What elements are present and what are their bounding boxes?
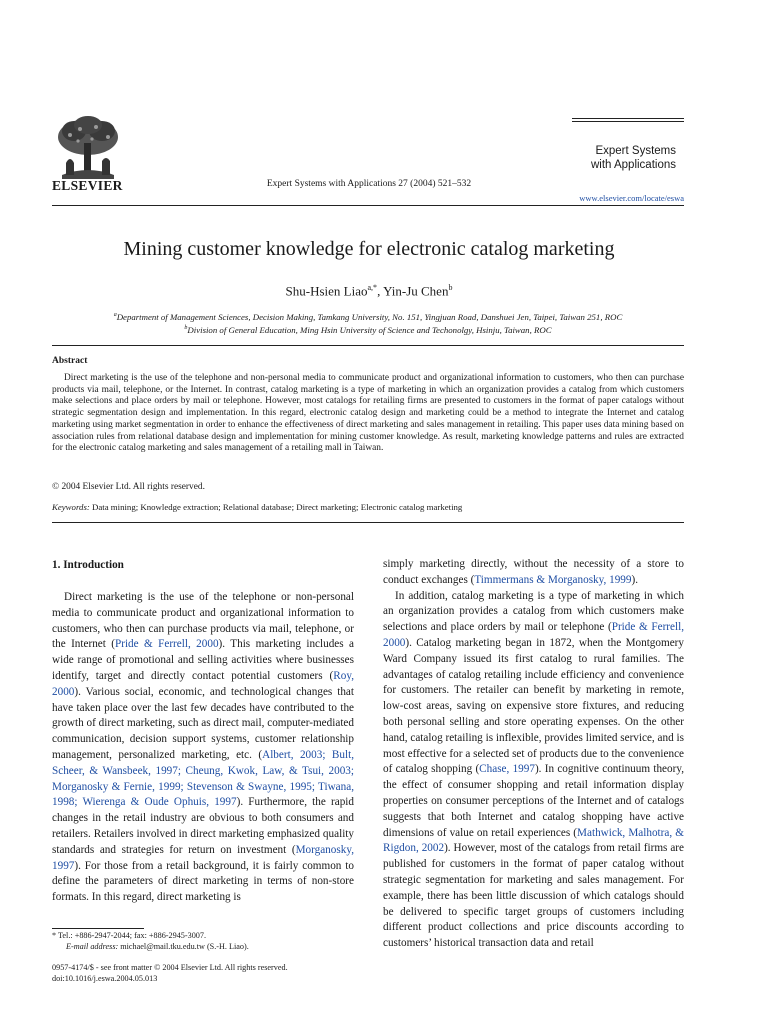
elsevier-tree-logo bbox=[52, 115, 124, 183]
keywords-label: Keywords: bbox=[52, 502, 90, 512]
paragraph bbox=[383, 589, 684, 952]
section-heading: 1. Introduction bbox=[52, 559, 124, 571]
keywords-list: Data mining; Knowledge extraction; Relational database; Direct marketing; Electronic catalog marketing bbox=[89, 502, 463, 512]
author-name: Shu-Hsien Liao bbox=[285, 283, 368, 299]
doi-line: doi:10.1016/j.eswa.2004.05.013 bbox=[52, 974, 158, 983]
author-name: Yin-Ju Chen bbox=[383, 283, 449, 299]
footnote-contact: * Tel.: +886-2947-2044; fax: +886-2945-3007. bbox=[52, 931, 207, 940]
body-text: In addition, catalog marketing is a type of marketing in which an organization provides a catalog from which customers make selections and place orders by mail or telephone ( bbox=[383, 589, 684, 634]
header-divider bbox=[52, 205, 684, 206]
abstract-copyright: © 2004 Elsevier Ltd. All rights reserved. bbox=[52, 482, 205, 492]
citation-link[interactable]: Pride & Ferrell, 2000 bbox=[115, 638, 219, 651]
journal-brand-line2: with Applications bbox=[590, 159, 676, 171]
affil-mark: a bbox=[113, 312, 117, 318]
journal-brand bbox=[560, 144, 676, 172]
issn-line: 0957-4174/$ - see front matter © 2004 Elsevier Ltd. All rights reserved. bbox=[52, 963, 288, 972]
affiliation-b bbox=[52, 323, 684, 336]
citation-link[interactable]: Albert, 2003; Bult, Scheer, & Wansbeek, 1997; Cheung, Kwok, Law, & Tsui, 2003; Morganosky & Fernie, 1999; Stevenson & Swayne, 1995; Tiwana, 1998; Wierenga & Oude Ophuis, 1997 bbox=[52, 748, 354, 809]
keywords bbox=[52, 502, 462, 512]
citation-link[interactable]: Chase, 1997 bbox=[479, 763, 535, 776]
citation-link[interactable]: Morganosky, 1997 bbox=[52, 843, 354, 872]
journal-url-link[interactable]: www.elsevier.com/locate/eswa bbox=[579, 193, 684, 203]
brand-rule bbox=[572, 121, 684, 122]
affiliations bbox=[52, 310, 684, 337]
abstract-text: Direct marketing is the use of the telephone and non-personal media to communicate product and organizational information to customers, who then can purchase products via mail, telephone, or the Internet. In contrast, catalog marketing is a type of marketing in which an organization provides a catalog from which customers make selections and place orders by mail or telephone. However, most catalogs for retailing firms are presented to customers in the format of paper catalogs without strategic segmentation design and implementation. In this regard, electronic catalog design and marketing could be a method to integrate the Internet and catalog marketing using market segmentation in order to enhance the effectiveness of direct marketing and sales management in retailing. This paper uses data mining based on association rules from relational database design and implementation for mining customer knowledge. As result, marketing knowledge patterns and rules are extracted for the electronic catalog marketing and sales management of a retailing mall in Taiwan. bbox=[52, 373, 684, 454]
journal-brand-line1: Expert Systems bbox=[595, 145, 676, 157]
paper-title: Mining customer knowledge for electronic catalog marketing bbox=[123, 238, 615, 260]
body-text: ). Furthermore, the rapid changes in the retail industry are obvious to both consumers and retailers. Retailers involved in direct marketing emphasized quality standards and strategies for return on investment ( bbox=[52, 796, 354, 856]
abstract-top-divider bbox=[52, 345, 684, 346]
brand-rule bbox=[572, 118, 684, 119]
author-affil-mark: b bbox=[448, 283, 453, 292]
affil-mark: b bbox=[184, 325, 188, 332]
footnote-divider bbox=[52, 928, 144, 929]
abstract-heading: Abstract bbox=[52, 356, 88, 366]
body-text: simply marketing directly, without the necessity of a store to conduct exchanges ( bbox=[383, 558, 684, 586]
affiliation-a bbox=[52, 310, 684, 323]
right-column bbox=[383, 557, 684, 952]
body-text: ). bbox=[631, 573, 639, 586]
body-text: ). Various social, economic, and technological changes that have taken place over the last few decades have contributed to the growth of direct marketing, such as direct mail, computer-mediated communication, decision support systems, customer relationship management, personalized marketing, etc. ( bbox=[52, 685, 354, 761]
citation-link[interactable]: Timmermans & Morganosky, 1999 bbox=[474, 573, 632, 586]
citation-link[interactable]: Mathwick, Malhotra, & Rigdon, 2002 bbox=[383, 826, 684, 855]
footnote bbox=[52, 930, 354, 952]
email-label: E-mail address: bbox=[66, 942, 119, 951]
body-text: ). In cognitive continuum theory, the effect of consumer shopping and retail information display properties on consumer perceptions of the Internet and of catalogs suggests that both Internet and catalog shopping have active dimensions of value on retail experiences ( bbox=[383, 763, 684, 839]
affiliation-text: Division of General Education, Ming Hsin University of Science and Techonolgy, Hsinju, Taiwan, ROC bbox=[187, 325, 552, 336]
citation-link[interactable]: Pride & Ferrell, 2000 bbox=[383, 621, 684, 649]
body-text: ). For those from a retail background, it is fairly common to define the parameters of direct marketing in terms of non-store formats. In this regard, direct marketing is bbox=[52, 859, 354, 904]
body-text: Direct marketing is the use of the telephone or non-personal media to communicate product and organizational information to customers, who then can purchase products via mail, telephone, or the Internet ( bbox=[52, 591, 354, 651]
citation-link[interactable]: Roy, 2000 bbox=[52, 669, 354, 698]
abstract-bottom-divider bbox=[52, 522, 684, 523]
affiliation-text: Department of Management Sciences, Decision Making, Tamkang University, No. 151, Yingjuan Road, Danshuei Jen, Taipei, Taiwan 251, ROC bbox=[116, 311, 623, 322]
body-text: ). However, most of the catalogs from retail firms are published for customers in the format of paper catalog without strategic segmentation for marketing and sales management. For example, there has been little discussion of which catalogs should be delivered to specific target groups of customers including different product collections and price discounts according to customers’ historical transaction data and retail bbox=[383, 842, 684, 950]
email-value: michael@mail.tku.edu.tw (S.-H. Liao). bbox=[118, 942, 249, 951]
paragraph bbox=[52, 590, 354, 906]
publisher-name: ELSEVIER bbox=[52, 178, 123, 193]
footnote-email bbox=[52, 941, 354, 952]
journal-citation: Expert Systems with Applications 27 (2004) 521–532 bbox=[266, 179, 472, 189]
author-list bbox=[0, 283, 738, 299]
paragraph bbox=[383, 557, 684, 589]
body-text: ). Catalog marketing began in 1872, when the Montgomery Ward Company issued its first catalog to rural families. The advantages of catalog retailing include efficiency and convenience for customers. The retailer can benefit by marketing in remote, low-cost areas, saving on expensive store fixtures, and reducing both personal selling and store operating expenses. On the other hand, catalog retailing is inflexible, provides limited service, and is most effective for a selected set of products due to the convenience of catalog shopping ( bbox=[383, 636, 684, 776]
author-separator: , bbox=[377, 283, 384, 299]
bottom-meta bbox=[52, 962, 372, 984]
left-column bbox=[52, 590, 354, 906]
author-affil-mark: a,* bbox=[367, 283, 378, 292]
body-text: ). This marketing includes a wide range of promotional and selling activities where businesses identify, target and directly contact potential customers ( bbox=[52, 638, 354, 682]
